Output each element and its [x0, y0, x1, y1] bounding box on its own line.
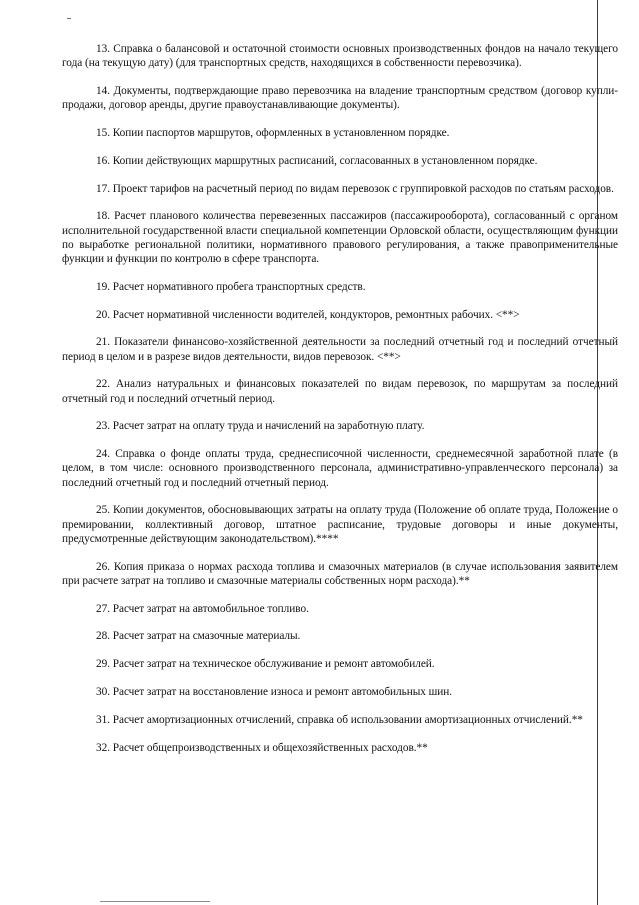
list-item-14: 14. Документы, подтверждающие право перевозчика на владение транспортным средством (договор купли-продажи, договор аренды, другие правоустанавливающие документы). — [62, 85, 618, 112]
list-item-15: 15. Копии паспортов маршрутов, оформленных в установленном порядке. — [96, 127, 450, 139]
list-item-24: 24. Справка о фонде оплаты труда, среднесписочной численности, среднемесячной заработной плате (в целом, в том числе: основного производственного персонала, административно-управленческого персонала) за последний отчетный год и последний отчетный период. — [62, 448, 618, 489]
list-item-28: 28. Расчет затрат на смазочные материалы. — [96, 630, 301, 643]
footnote-rule — [100, 901, 210, 902]
list-item-29: 29. Расчет затрат на техническое обслуживание и ремонт автомобилей. — [96, 658, 435, 671]
list-item-23: 23. Расчет затрат на оплату труда и начислений на заработную плату. — [96, 420, 425, 433]
list-item-21: 21. Показатели финансово-хозяйственной деятельности за последний отчетный год и последний отчетный период в целом и в разрезе видов деятельности, видов перевозок. <**> — [62, 336, 618, 363]
list-item-20: 20. Расчет нормативной численности водителей, кондукторов, ремонтных рабочих. <**> — [96, 308, 520, 321]
list-item-32: 32. Расчет общепроизводственных и общехозяйственных расходов.** — [96, 741, 428, 754]
list-item-16: 16. Копии действующих маршрутных расписаний, согласованных в установленном порядке. — [96, 154, 538, 167]
list-item-27: 27. Расчет затрат на автомобильное топливо. — [96, 602, 309, 615]
list-item-31: 31. Расчет амортизационных отчислений, справка об использовании амортизационных отчислений.** — [96, 713, 583, 726]
list-item-25: 25. Копии документов, обосновывающих затраты на оплату труда (Положение об оплате труда, Положение о премировании, коллективный договор, штатное расписание, трудовые договоры и иные документы, предусмотренные действующим законодательством).**** — [62, 504, 618, 545]
list-item-19: 19. Расчет нормативного пробега транспортных средств. — [96, 280, 366, 293]
list-item-13: 13. Справка о балансовой и остаточной стоимости основных производственных фондов на начало текущего года (на текущую дату) (для транспортных средств, находящихся в собственности перевозчика). — [62, 43, 618, 70]
list-item-17: 17. Проект тарифов на расчетный период по видам перевозок с группировкой расходов по статьям расходов. — [96, 182, 614, 195]
document-list — [62, 42, 618, 768]
list-item-30: 30. Расчет затрат на восстановление износа и ремонт автомобильных шин. — [96, 685, 453, 698]
list-item-22: 22. Анализ натуральных и финансовых показателей по видам перевозок, по маршрутам за последний отчетный год и последний отчетный период. — [62, 378, 618, 405]
scan-mark — [67, 18, 71, 19]
list-item-26: 26. Копия приказа о нормах расхода топлива и смазочных материалов (в случае использования заявителем при расчете затрат на топливо и смазочные материалы собственных норм расхода).** — [62, 560, 618, 587]
list-item-18: 18. Расчет планового количества перевезенных пассажиров (пассажирооборота), согласованный с органом исполнительной государственной власти специальной компетенции Орловской области, осуществляющим функции по выработке региональной политики, нормативного правового регулирования, а также правоприменительные функции и функции по контролю в сфере транспорта. — [62, 210, 618, 265]
